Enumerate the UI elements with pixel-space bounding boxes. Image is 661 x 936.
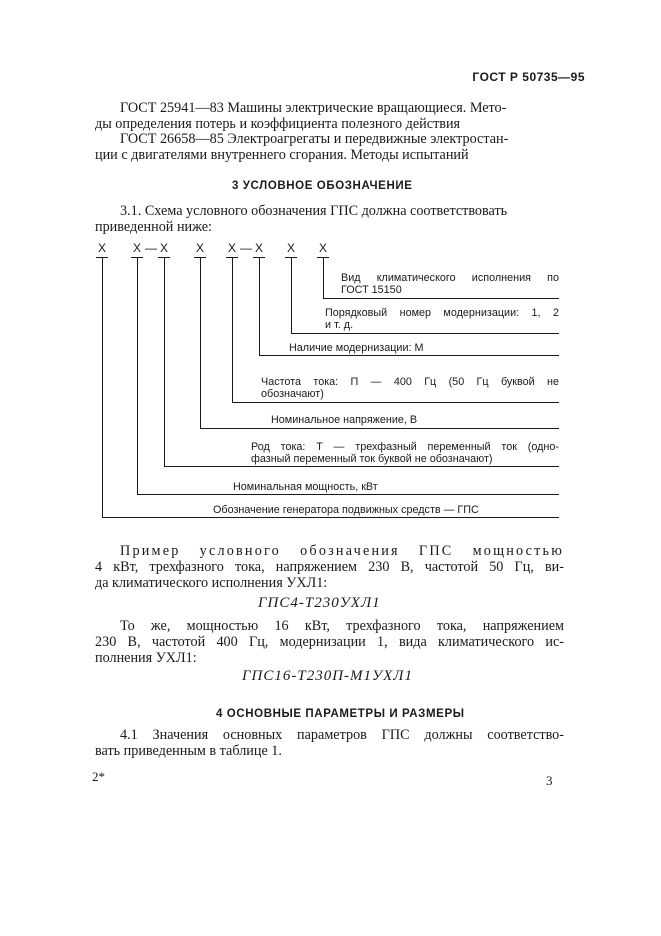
leader-modnumber [291, 258, 292, 333]
label-modnumber-line2: и т. д. [325, 319, 354, 331]
example-code-1: ГПС4-Т230УХЛ1 [258, 595, 381, 611]
dash-2: — [240, 241, 252, 255]
label-current-line2: фазный переменный ток буквой не обозначают) [251, 453, 493, 465]
label-current-line1: Род тока: Т — трехфазный переменный ток (одно- [251, 441, 559, 453]
placeholder-x-4: Х [196, 241, 205, 255]
hline-current [164, 466, 559, 467]
leader-power [137, 258, 138, 494]
label-climate-line2: ГОСТ 15150 [341, 284, 402, 296]
placeholder-x-1: Х [98, 241, 107, 255]
label-frequency-line2: обозначают) [261, 388, 324, 400]
section-4-title: 4 ОСНОВНЫЕ ПАРАМЕТРЫ И РАЗМЕРЫ [216, 708, 465, 720]
leader-voltage [200, 258, 201, 428]
example-line2: 4 кВт, трехфазного тока, напряжением 230 В, частотой 50 Гц, ви- [95, 559, 564, 575]
label-climate-line1: Вид климатического исполнения по [341, 272, 559, 284]
example-code-2: ГПС16-Т230П-М1УХЛ1 [242, 668, 413, 684]
placeholder-x-2: Х [133, 241, 142, 255]
placeholder-x-7: Х [287, 241, 296, 255]
hline-frequency [232, 402, 559, 403]
label-modernization: Наличие модернизации: М [289, 342, 424, 354]
hline-generator [102, 517, 559, 518]
example-line5: 230 В, частотой 400 Гц, модернизации 1, вида климатического ис- [95, 634, 564, 650]
section-4-paragraph-line1: 4.1 Значения основных параметров ГПС должны соответство- [120, 727, 564, 743]
section-3-paragraph-line2: приведенной ниже: [95, 219, 212, 235]
signature-mark: 2* [92, 769, 105, 784]
example-line6: полнения УХЛ1: [95, 650, 197, 666]
ref-gost-26658-line2: ции с двигателями внутреннего сгорания. Методы испытаний [95, 147, 469, 163]
hline-modnumber [291, 333, 559, 334]
label-frequency-line1: Частота тока: П — 400 Гц (50 Гц буквой не [261, 376, 559, 388]
example-line1: Пример условного обозначения ГПС мощностью [120, 543, 564, 559]
section-3-title: 3 УСЛОВНОЕ ОБОЗНАЧЕНИЕ [232, 180, 413, 192]
hline-modernization [259, 355, 559, 356]
hline-power [137, 494, 559, 495]
label-modnumber-line1: Порядковый номер модернизации: 1, 2 [325, 307, 559, 319]
hline-voltage [200, 428, 559, 429]
label-generator: Обозначение генератора подвижных средств — ГПС [213, 504, 479, 516]
example-line3: да климатического исполнения УХЛ1: [95, 575, 328, 591]
ref-gost-25941-line2: ды определения потерь и коэффициента полезного действия [95, 116, 461, 132]
leader-climate [323, 258, 324, 298]
leader-current [164, 258, 165, 466]
ref-gost-26658-line1: ГОСТ 26658—85 Электроагрегаты и передвижные электростан- [120, 131, 509, 147]
dash-1: — [145, 241, 157, 255]
leader-generator [102, 258, 103, 518]
placeholder-x-6: Х [255, 241, 264, 255]
ref-gost-25941-line1: ГОСТ 25941—83 Машины электрические вращающиеся. Мето- [120, 100, 507, 116]
page-number: 3 [546, 773, 553, 788]
placeholder-x-3: Х [160, 241, 169, 255]
placeholder-x-5: Х [228, 241, 237, 255]
section-4-paragraph-line2: вать приведенным в таблице 1. [95, 743, 282, 759]
document-code: ГОСТ Р 50735—95 [472, 70, 585, 84]
example-line4: То же, мощностью 16 кВт, трехфазного тока, напряжением [120, 618, 564, 634]
section-3-paragraph-line1: 3.1. Схема условного обозначения ГПС должна соответствовать [120, 203, 508, 219]
leader-frequency [232, 258, 233, 402]
label-power: Номинальная мощность, кВт [233, 481, 378, 493]
placeholder-x-8: Х [319, 241, 328, 255]
hline-climate [323, 298, 559, 299]
leader-modernization [259, 258, 260, 355]
label-voltage: Номинальное напряжение, В [271, 414, 418, 426]
